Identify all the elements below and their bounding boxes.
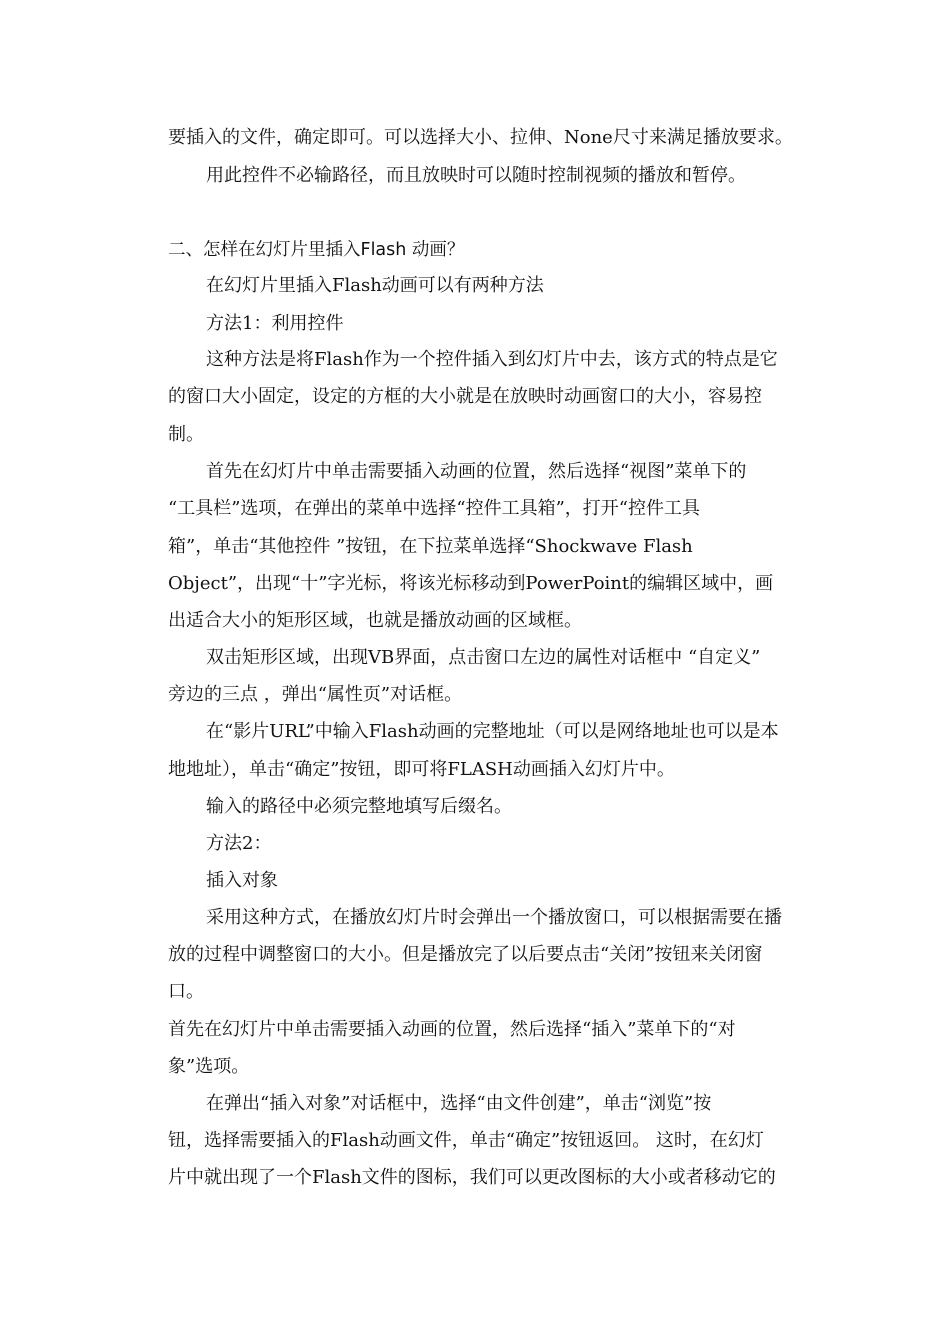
text-line-9: 箱”，单击“其他控件 ”按钮，在下拉菜单选择“Shockwave Flash (168, 536, 693, 557)
text-line-25: 片中就出现了一个Flash文件的图标，我们可以更改图标的大小或者移动它的 (168, 1167, 776, 1188)
text-line-12: 双击矩形区域，出现VB界面，点击窗口左边的属性对话框中 “自定义” (206, 647, 761, 668)
method-1-title: 方法1：利用控件 (206, 313, 344, 334)
text-line-22: 象”选项。 (168, 1056, 250, 1077)
text-line-8: “工具栏”选项，在弹出的菜单中选择“控件工具箱”，打开“控件工具 (168, 498, 701, 519)
text-line-14: 在“影片URL”中输入Flash动画的完整地址（可以是网络地址也可以是本 (206, 721, 779, 742)
text-line-17: 插入对象 (206, 870, 278, 891)
text-line-24: 钮，选择需要插入的Flash动画文件，单击“确定”按钮返回。 这时，在幻灯 (168, 1130, 764, 1151)
text-line-19: 放的过程中调整窗口的大小。但是播放完了以后要点击“关闭”按钮来关闭窗 (168, 944, 763, 965)
text-line-2: 用此控件不必输路径，而且放映时可以随时控制视频的播放和暂停。 (206, 165, 746, 186)
text-line-10: Object”，出现“十”字光标，将该光标移动到PowerPoint的编辑区域中，画 (168, 573, 774, 594)
text-line-16: 输入的路径中必须完整地填写后缀名。 (206, 796, 512, 817)
text-line-11: 出适合大小的矩形区域，也就是播放动画的区域框。 (168, 610, 582, 631)
text-line-18: 采用这种方式，在播放幻灯片时会弹出一个播放窗口，可以根据需要在播 (206, 907, 782, 928)
text-line-15: 地地址），单击“确定”按钮，即可将FLASH动画插入幻灯片中。 (168, 759, 675, 780)
text-line-6: 制。 (168, 424, 204, 445)
text-line-13: 旁边的三点 ，弹出“属性页”对话框。 (168, 684, 463, 705)
text-line-21: 首先在幻灯片中单击需要插入动画的位置，然后选择“插入”菜单下的“对 (168, 1019, 736, 1040)
text-line-20: 口。 (168, 981, 204, 1002)
section-heading: 二、怎样在幻灯片里插入Flash 动画？ (168, 240, 465, 260)
method-2-title: 方法2： (206, 833, 272, 854)
text-line-4: 这种方法是将Flash作为一个控件插入到幻灯片中去，该方式的特点是它 (206, 349, 778, 370)
text-line-7: 首先在幻灯片中单击需要插入动画的位置，然后选择“视图”菜单下的 (206, 461, 747, 482)
text-line-23: 在弹出“插入对象”对话框中，选择“由文件创建”，单击“浏览”按 (206, 1093, 712, 1114)
text-line-3: 在幻灯片里插入Flash动画可以有两种方法 (206, 275, 544, 296)
text-line-5: 的窗口大小固定，设定的方框的大小就是在放映时动画窗口的大小，容易控 (168, 386, 762, 407)
text-line-1: 要插入的文件，确定即可。可以选择大小、拉伸、None尺寸来满足播放要求。 (168, 127, 793, 148)
